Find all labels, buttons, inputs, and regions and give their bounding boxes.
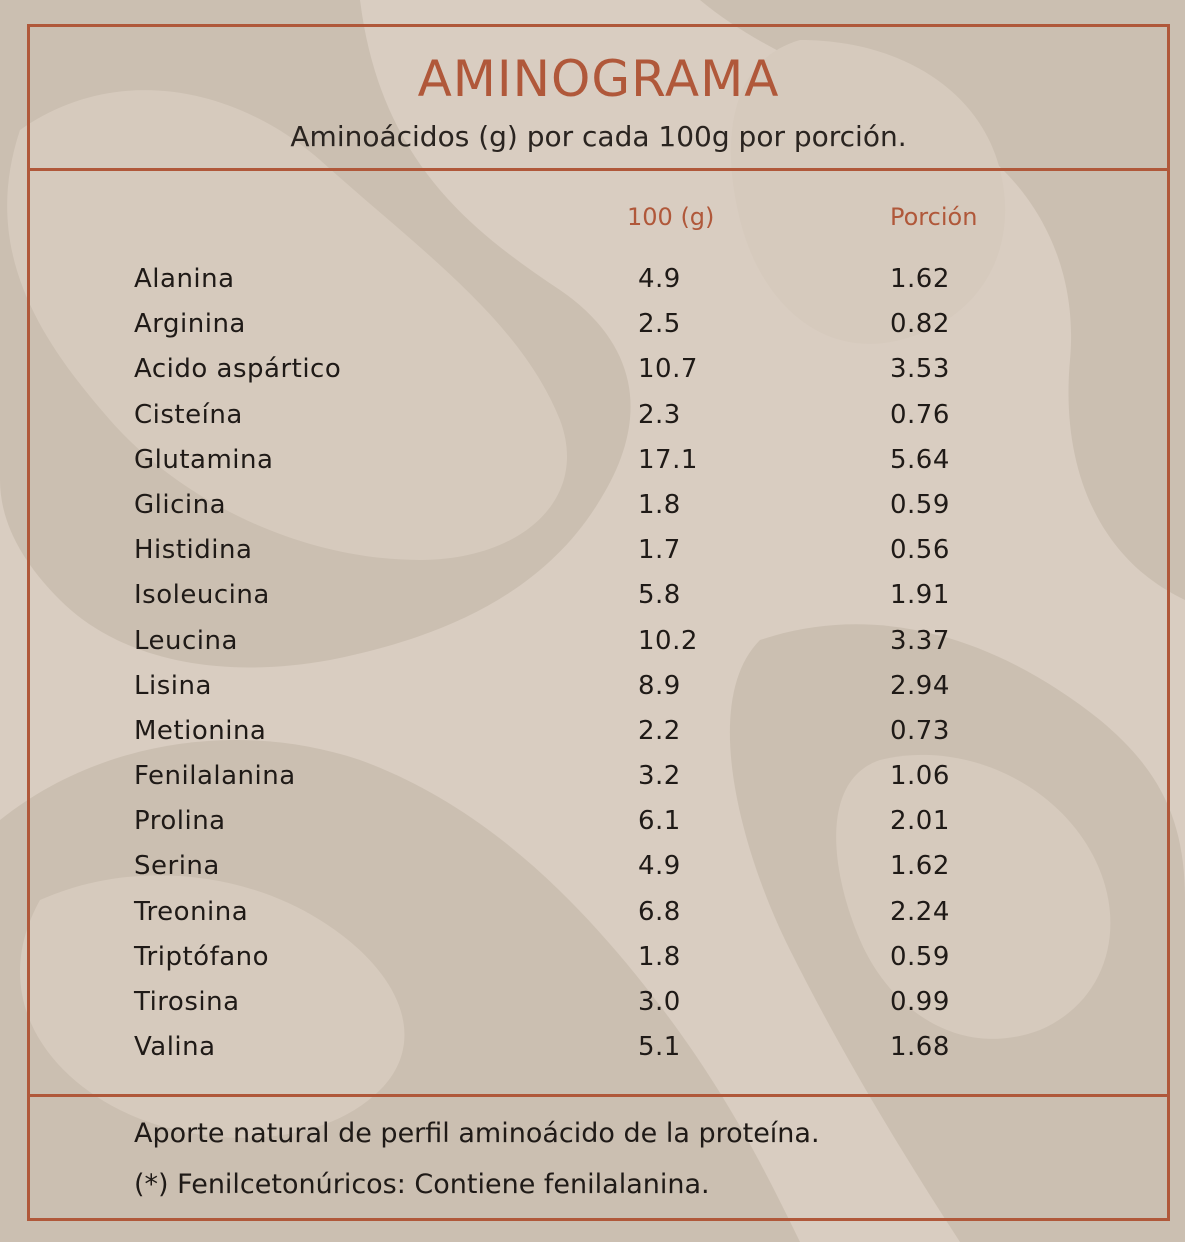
- amino-acid-name: Triptófano: [134, 941, 270, 972]
- value-portion: 1.91: [890, 580, 950, 611]
- value-portion: 0.82: [890, 309, 950, 340]
- amino-acid-name: Leucina: [134, 625, 238, 656]
- amino-acid-name: Valina: [134, 1032, 216, 1063]
- amino-acid-name: Isoleucina: [134, 580, 270, 611]
- table-row: [30, 440, 1167, 485]
- value-100g: 17.1: [638, 444, 698, 475]
- amino-acid-name: Prolina: [134, 806, 226, 837]
- table-row: [30, 1027, 1167, 1072]
- table-row: [30, 621, 1167, 666]
- value-portion: 0.76: [890, 399, 950, 430]
- value-100g: 3.0: [638, 987, 681, 1017]
- value-100g: 5.1: [638, 1032, 681, 1063]
- table-row: [30, 937, 1167, 982]
- table-row: [30, 846, 1167, 891]
- table-row: [30, 349, 1167, 394]
- value-100g: 6.8: [638, 896, 681, 927]
- value-portion: 1.62: [890, 264, 950, 294]
- value-100g: 1.7: [638, 535, 681, 566]
- value-portion: 5.64: [890, 444, 950, 475]
- amino-acid-name: Glicina: [134, 489, 227, 520]
- table-row: [30, 982, 1167, 1027]
- value-portion: 1.62: [890, 851, 950, 882]
- amino-acid-name: Alanina: [134, 264, 235, 294]
- amino-acid-name: Treonina: [134, 896, 249, 927]
- value-portion: 0.56: [890, 535, 950, 566]
- amino-acid-name: Fenilalanina: [134, 761, 296, 792]
- table-row: [30, 711, 1167, 756]
- value-portion: 0.73: [890, 715, 950, 746]
- value-portion: 3.53: [890, 354, 950, 385]
- aminogram-panel: [27, 24, 1170, 1221]
- value-100g: 10.7: [638, 354, 698, 385]
- table-row: [30, 395, 1167, 440]
- value-100g: 4.9: [638, 851, 681, 882]
- table-row: [30, 304, 1167, 349]
- value-portion: 1.06: [890, 761, 950, 792]
- value-100g: 2.2: [638, 715, 681, 746]
- panel-header: [30, 27, 1167, 171]
- table-row: [30, 756, 1167, 801]
- page-title: AMINOGRAMA: [417, 50, 780, 108]
- value-portion: 2.24: [890, 896, 950, 927]
- value-100g: 8.9: [638, 670, 681, 701]
- panel-footer: [30, 1094, 1167, 1218]
- value-100g: 2.3: [638, 399, 681, 430]
- page-subtitle: Aminoácidos (g) por cada 100g por porción.: [290, 120, 907, 153]
- footer-note-protein: Aporte natural de perfil aminoácido de la proteína.: [134, 1118, 820, 1149]
- value-100g: 10.2: [638, 625, 698, 656]
- table-row: [30, 259, 1167, 304]
- value-100g: 5.8: [638, 580, 681, 611]
- table-row: [30, 575, 1167, 620]
- value-100g: 2.5: [638, 309, 681, 340]
- table-row: [30, 530, 1167, 575]
- value-100g: 3.2: [638, 761, 681, 792]
- amino-acid-name: Glutamina: [134, 444, 274, 475]
- amino-acid-name: Lisina: [134, 670, 212, 701]
- value-portion: 2.94: [890, 670, 950, 701]
- amino-acid-name: Tirosina: [134, 987, 240, 1017]
- value-portion: 3.37: [890, 625, 950, 656]
- value-portion: 0.99: [890, 987, 950, 1017]
- value-100g: 4.9: [638, 264, 681, 294]
- value-portion: 2.01: [890, 806, 950, 837]
- amino-acid-name: Serina: [134, 851, 220, 882]
- amino-acid-table: [30, 259, 1167, 1072]
- value-portion: 0.59: [890, 941, 950, 972]
- amino-acid-name: Acido aspártico: [134, 354, 342, 385]
- value-100g: 6.1: [638, 806, 681, 837]
- table-row: [30, 801, 1167, 846]
- amino-acid-name: Metionina: [134, 715, 267, 746]
- table-row: [30, 666, 1167, 711]
- column-header-portion: Porción: [890, 203, 978, 231]
- value-portion: 0.59: [890, 489, 950, 520]
- column-header-100g: 100 (g): [627, 203, 715, 231]
- amino-acid-name: Arginina: [134, 309, 246, 340]
- value-100g: 1.8: [638, 489, 681, 520]
- table-row: [30, 485, 1167, 530]
- footer-note-phenylketonuria: (*) Fenilcetonúricos: Contiene fenilalanina.: [134, 1169, 710, 1200]
- value-100g: 1.8: [638, 941, 681, 972]
- value-portion: 1.68: [890, 1032, 950, 1063]
- amino-acid-name: Cisteína: [134, 399, 243, 430]
- table-row: [30, 892, 1167, 937]
- amino-acid-name: Histidina: [134, 535, 253, 566]
